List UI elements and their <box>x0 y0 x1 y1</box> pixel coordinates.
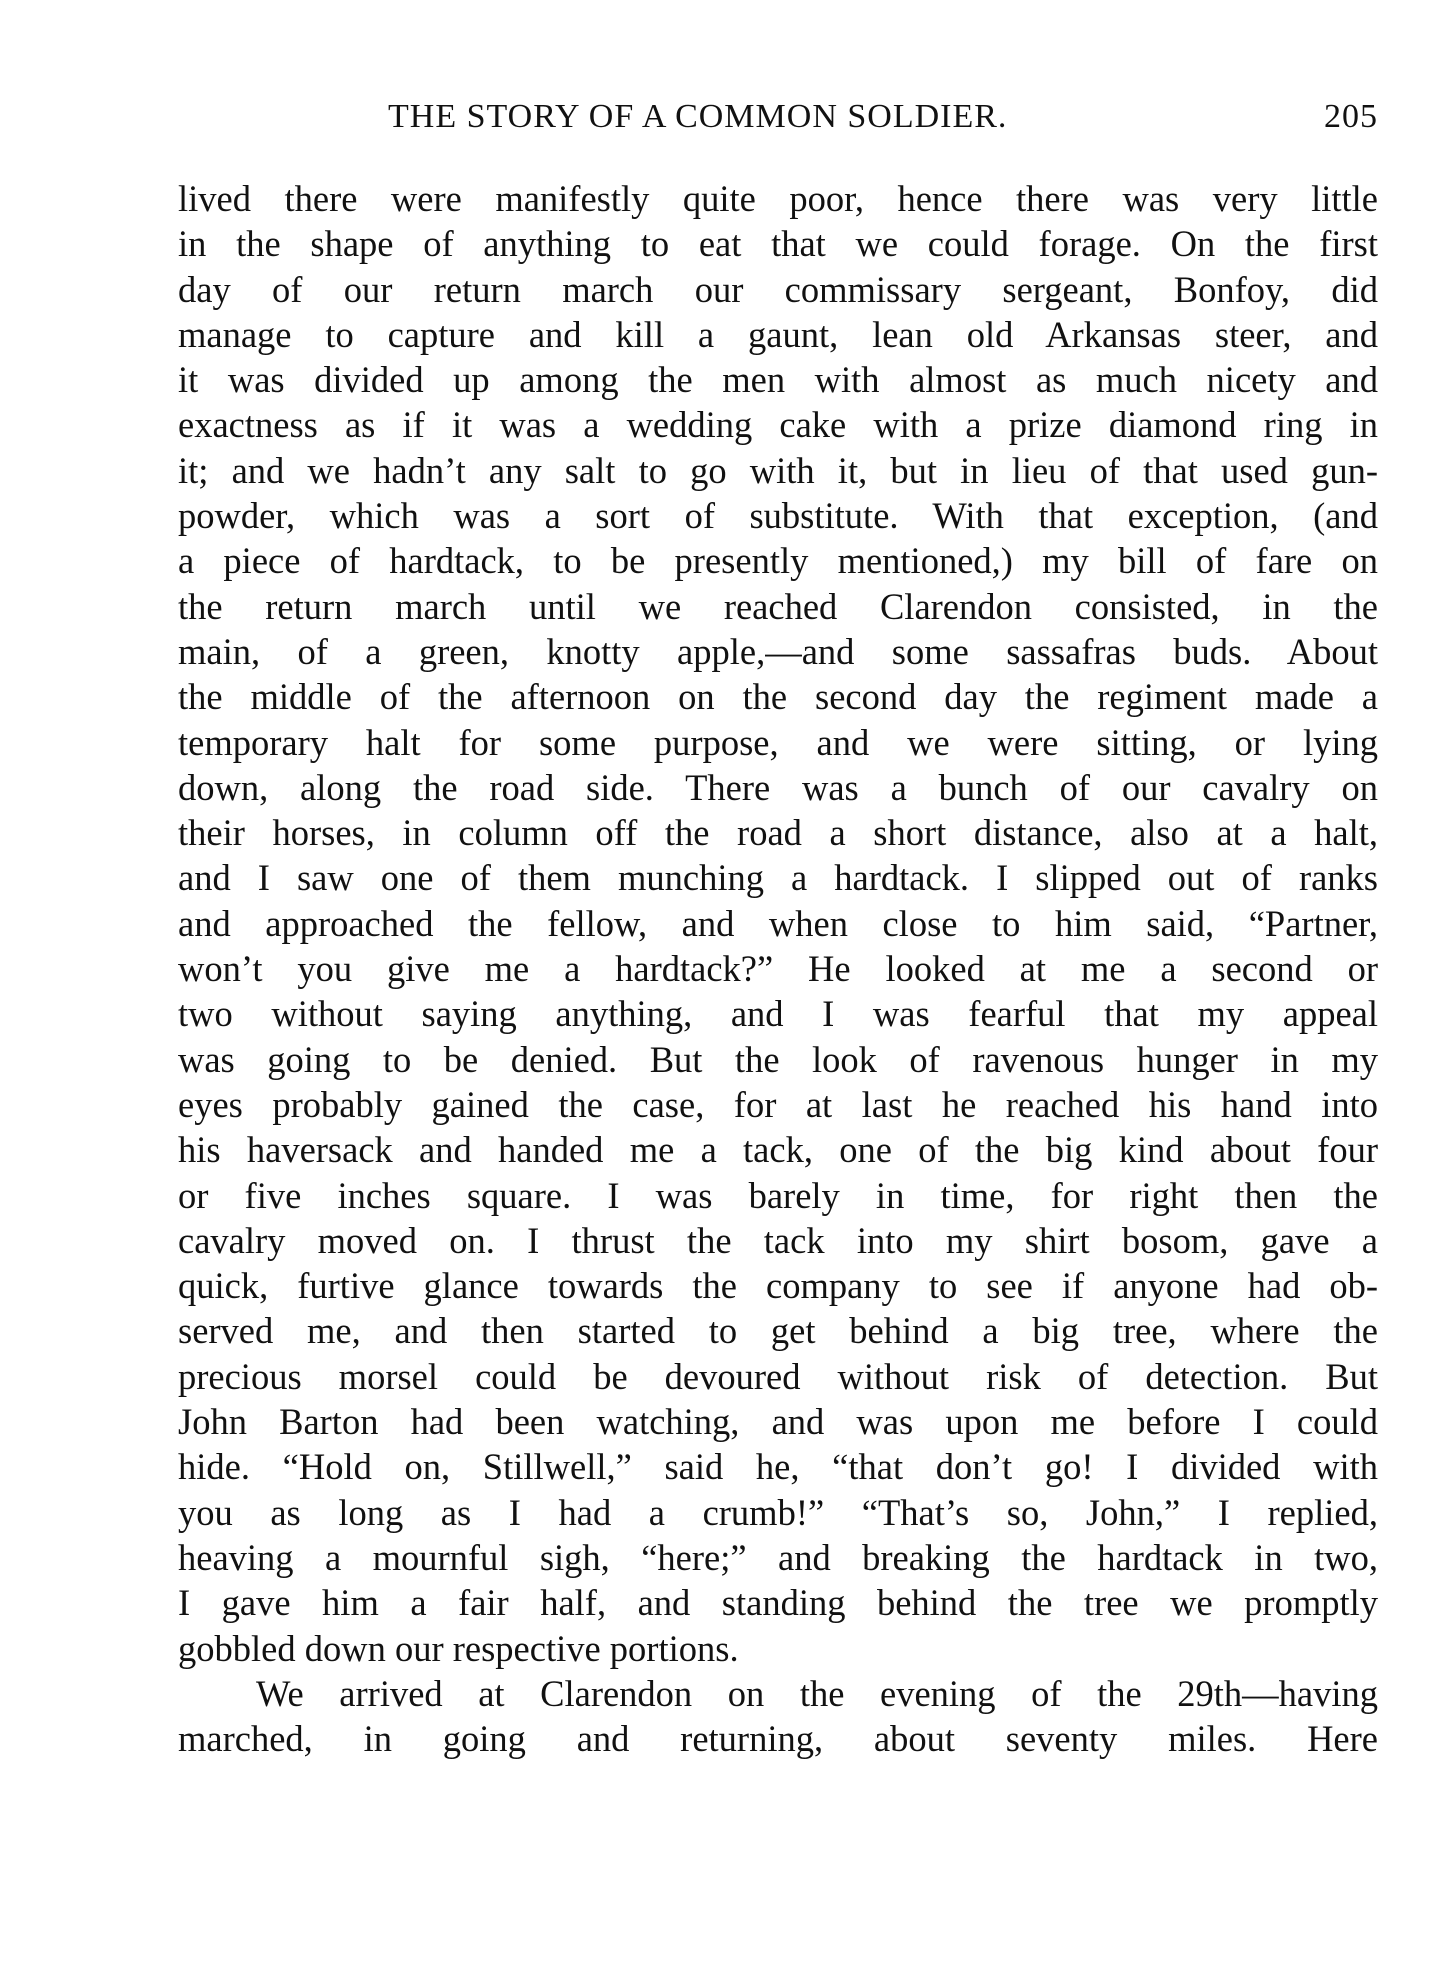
text-line: manage to capture and kill a gaunt, lean old Arkansas steer, and <box>178 313 1378 355</box>
text-line: precious morsel could be devoured without risk of detection. But <box>178 1355 1378 1397</box>
text-line: his haversack and handed me a tack, one of the big kind about four <box>178 1129 1378 1171</box>
text-line: won’t you give me a hardtack?” He looked at me a second or <box>178 948 1378 990</box>
text-line: day of our return march our commissary sergeant, Bonfoy, did <box>178 268 1378 310</box>
text-line: two without saying anything, and I was fearful that my appeal <box>178 993 1378 1035</box>
text-line: and approached the fellow, and when close to him said, “Partner, <box>178 902 1378 944</box>
text-line: lived there were manifestly quite poor, hence there was very little <box>178 178 1378 219</box>
text-line: gobbled down our respective portions. <box>178 1627 739 1669</box>
text-line: heaving a mournful sigh, “here;” and breaking the hardtack in two, <box>178 1536 1378 1578</box>
text-line: We arrived at Clarendon on the evening of the 29th—having <box>256 1672 1378 1714</box>
text-line: hide. “Hold on, Stillwell,” said he, “that don’t go! I divided with <box>178 1446 1378 1488</box>
text-line: it was divided up among the men with almost as much nicety and <box>178 359 1378 401</box>
page-number: 205 <box>1324 98 1378 135</box>
text-line: or five inches square. I was barely in time, for right then the <box>178 1174 1378 1216</box>
running-title: THE STORY OF A COMMON SOLDIER. <box>388 98 1008 135</box>
running-head <box>178 98 1378 148</box>
text-line: a piece of hardtack, to be presently mentioned,) my bill of fare on <box>178 540 1378 582</box>
text-line: it; and we hadn’t any salt to go with it, but in lieu of that used gun- <box>178 449 1378 491</box>
text-line: main, of a green, knotty apple,—and some sassafras buds. About <box>178 630 1378 672</box>
body-text <box>178 176 1378 1761</box>
text-line: the middle of the afternoon on the second day the regiment made a <box>178 676 1378 718</box>
text-line: the return march until we reached Clarendon consisted, in the <box>178 585 1378 627</box>
text-line: and I saw one of them munching a hardtack. I slipped out of ranks <box>178 857 1378 899</box>
text-line: cavalry moved on. I thrust the tack into my shirt bosom, gave a <box>178 1219 1378 1261</box>
text-line: John Barton had been watching, and was upon me before I could <box>178 1401 1378 1443</box>
text-line: temporary halt for some purpose, and we were sitting, or lying <box>178 721 1378 763</box>
text-line: powder, which was a sort of substitute. With that exception, (and <box>178 495 1378 537</box>
text-line: was going to be denied. But the look of ravenous hunger in my <box>178 1038 1378 1080</box>
text-line: marched, in going and returning, about seventy miles. Here <box>178 1718 1378 1760</box>
text-line: served me, and then started to get behind a big tree, where the <box>178 1310 1378 1352</box>
text-line: their horses, in column off the road a short distance, also at a halt, <box>178 812 1378 854</box>
text-line: exactness as if it was a wedding cake with a prize diamond ring in <box>178 404 1378 446</box>
text-line: eyes probably gained the case, for at last he reached his hand into <box>178 1083 1378 1125</box>
text-line: quick, furtive glance towards the company to see if anyone had ob- <box>178 1265 1378 1307</box>
text-line: I gave him a fair half, and standing behind the tree we promptly <box>178 1582 1378 1624</box>
text-line: you as long as I had a crumb!” “That’s so, John,” I replied, <box>178 1491 1378 1533</box>
text-line: down, along the road side. There was a bunch of our cavalry on <box>178 766 1378 808</box>
text-line: in the shape of anything to eat that we could forage. On the first <box>178 223 1378 265</box>
